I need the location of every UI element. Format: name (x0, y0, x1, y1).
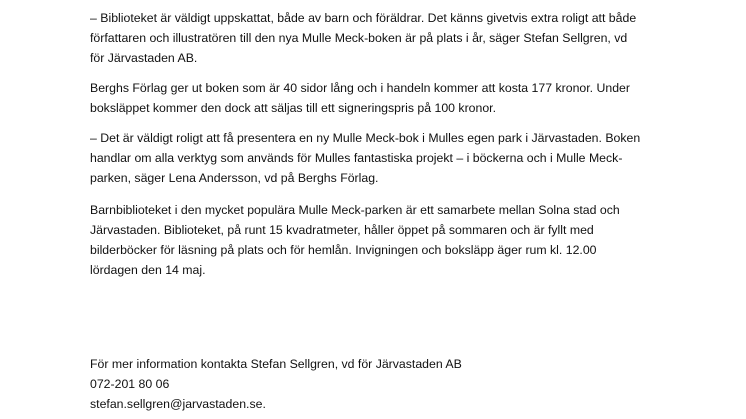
paragraph-library-info (90, 200, 680, 280)
text-line: – Det är väldigt roligt att få presentera en ny Mulle Meck-bok i Mulles egen park i Järvastaden. Boken (90, 131, 641, 145)
contact-email[interactable]: stefan.sellgren@jarvastaden.se. (90, 397, 266, 411)
contact-info-line: För mer information kontakta Stefan Sellgren, vd för Järvastaden AB (90, 357, 462, 371)
contact-phone: 072-201 80 06 (90, 377, 170, 391)
paragraph-quote-sellgren (90, 8, 680, 68)
text-line: parken, säger Lena Andersson, vd på Berghs Förlag. (90, 171, 379, 185)
text-line: lördagen den 14 maj. (90, 263, 206, 277)
text-line: handlar om alla verktyg som används för Mulles fantastiska projekt – i böckerna och i Mulle Meck- (90, 151, 623, 165)
paragraph-quote-andersson (90, 128, 680, 188)
text-line: för Järvastaden AB. (90, 51, 198, 65)
text-line: boksläppet kommer den dock att säljas till ett signeringspris på 100 kronor. (90, 101, 497, 115)
text-line: Berghs Förlag ger ut boken som är 40 sidor lång och i handeln kommer att kosta 177 kronor. Under (90, 81, 630, 95)
contact-block (90, 354, 680, 414)
paragraph-book-price (90, 78, 680, 118)
text-line: – Biblioteket är väldigt uppskattat, både av barn och föräldrar. Det känns givetvis extra roligt att både (90, 11, 637, 25)
text-line: bilderböcker för läsning på plats och för hemlån. Invigningen och boksläpp äger rum kl. 12.00 (90, 243, 597, 257)
text-line: Järvastaden. Biblioteket, på runt 15 kvadratmeter, håller öppet på sommaren och är fyllt med (90, 223, 594, 237)
text-line: författaren och illustratören till den nya Mulle Meck-boken är på plats i år, säger Stefan Sellgren, vd (90, 31, 628, 45)
text-line: Barnbiblioteket i den mycket populära Mulle Meck-parken är ett samarbete mellan Solna stad och (90, 203, 620, 217)
